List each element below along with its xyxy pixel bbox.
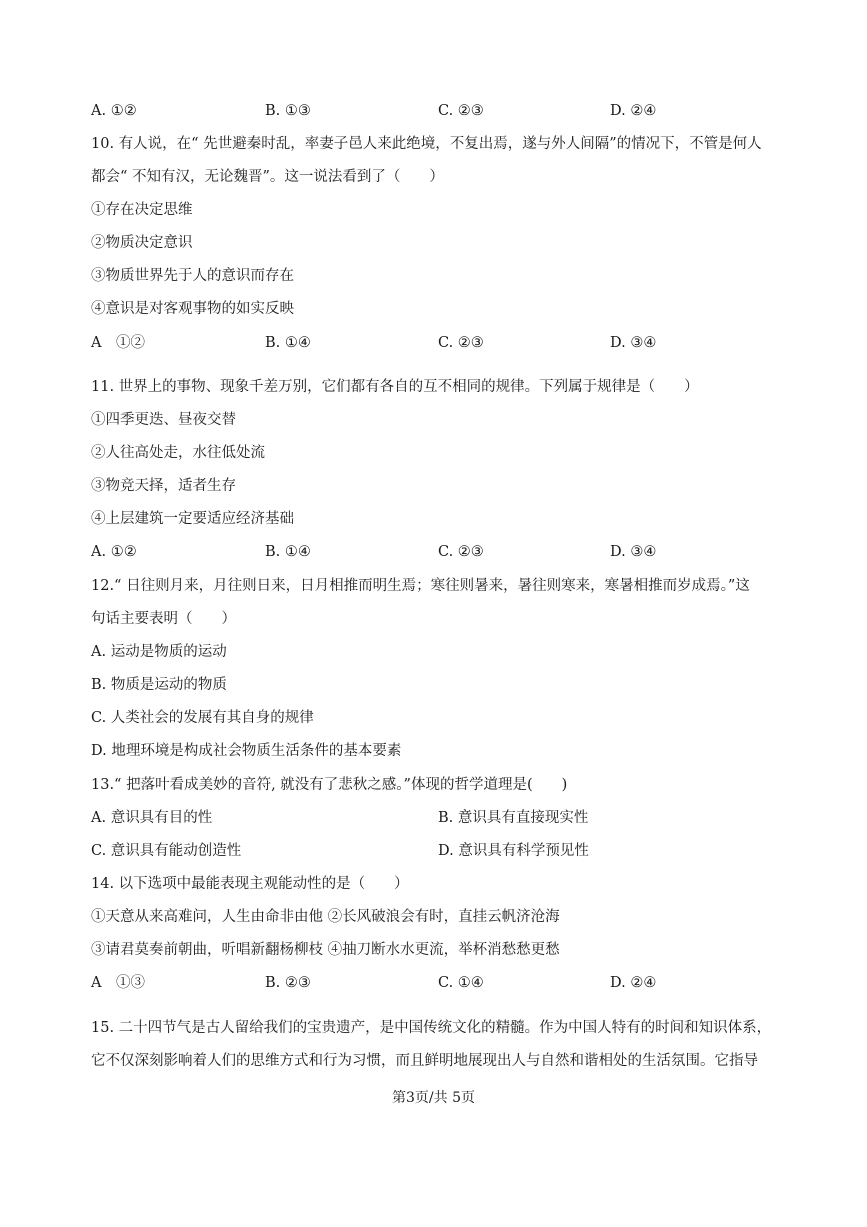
q9-option-a: A. ①② [91,103,137,119]
q14-items-line2: ③请君莫奏前朝曲，听唱新翻杨柳枝 ④抽刀断水水更流，举杯消愁愁更愁 [91,942,560,958]
q10-item-3: ③物质世界先于人的意识而存在 [91,268,294,284]
q11-item-4: ④上层建筑一定要适应经济基础 [91,511,294,527]
q12-stem-line1: 12.“ 日往则月来，月往则日来，日月相推而明生焉；寒往则暑来，暑往则寒来，寒暑相推而岁成焉。”这 [91,578,750,594]
q11-stem: 11. 世界上的事物、现象千差万别，它们都有各自的互不相同的规律。下列属于规律是（ ） [91,379,699,395]
q11-option-a: A. ①② [91,544,137,560]
q10-item-1: ①存在决定思维 [91,202,193,218]
q12-option-a: A. 运动是物质的运动 [91,644,227,660]
q11-item-3: ③物竞天择，适者生存 [91,478,236,494]
page-number: 第3页/共 5页 [392,1090,475,1106]
q13-option-d: D. 意识具有科学预见性 [438,843,589,859]
q14-option-b: B. ②③ [265,975,311,991]
q9-option-b: B. ①③ [265,103,311,119]
q9-option-c: C. ②③ [438,103,484,119]
q13-option-a: A. 意识具有目的性 [91,810,213,826]
q12-option-d: D. 地理环境是构成社会物质生活条件的基本要素 [91,743,402,759]
q12-stem-line2: 句话主要表明（ ） [91,611,236,627]
q10-stem-line1: 10. 有人说，在“ 先世避秦时乱，率妻子邑人来此绝境，不复出焉，遂与外人间隔”的情况下，不管是何人 [91,136,762,152]
q11-option-c: C. ②③ [438,544,484,560]
q15-stem-line2: 它不仅深刻影响着人们的思维方式和行为习惯，而且鲜明地展现出人与自然和谐相处的生活氛围。它指导 [91,1053,758,1069]
q10-option-c: C. ②③ [438,335,484,351]
q14-option-d: D. ②④ [610,975,657,991]
q10-option-d: D. ③④ [610,335,657,351]
q11-option-d: D. ③④ [610,544,657,560]
q10-item-2: ②物质决定意识 [91,235,193,251]
q11-item-1: ①四季更迭、昼夜交替 [91,412,236,428]
q14-items-line1: ①天意从来高难问，人生由命非由他 ②长风破浪会有时，直挂云帆济沧海 [91,909,560,925]
q11-item-2: ②人往高处走，水往低处流 [91,445,265,461]
q13-option-c: C. 意识具有能动创造性 [91,843,242,859]
q10-stem-line2: 都会“ 不知有汉，无论魏晋”。这一说法看到了（ ） [91,169,444,185]
q13-option-b: B. 意识具有直接现实性 [438,810,589,826]
q13-stem: 13.“ 把落叶看成美妙的音符, 就没有了悲秋之感。”体现的哲学道理是( ) [91,777,568,793]
q10-item-4: ④意识是对客观事物的如实反映 [91,301,294,317]
q10-option-a: A ①② [91,335,145,351]
q15-stem-line1: 15. 二十四节气是古人留给我们的宝贵遗产，是中国传统文化的精髓。作为中国人特有的时间和知识体系， [91,1020,772,1036]
q14-option-a: A ①③ [91,975,145,991]
q14-option-c: C. ①④ [438,975,484,991]
q14-stem: 14. 以下选项中最能表现主观能动性的是（ ） [91,876,409,892]
q12-option-b: B. 物质是运动的物质 [91,677,227,693]
q10-option-b: B. ①④ [265,335,311,351]
q11-option-b: B. ①④ [265,544,311,560]
q9-option-d: D. ②④ [610,103,657,119]
q12-option-c: C. 人类社会的发展有其自身的规律 [91,710,314,726]
